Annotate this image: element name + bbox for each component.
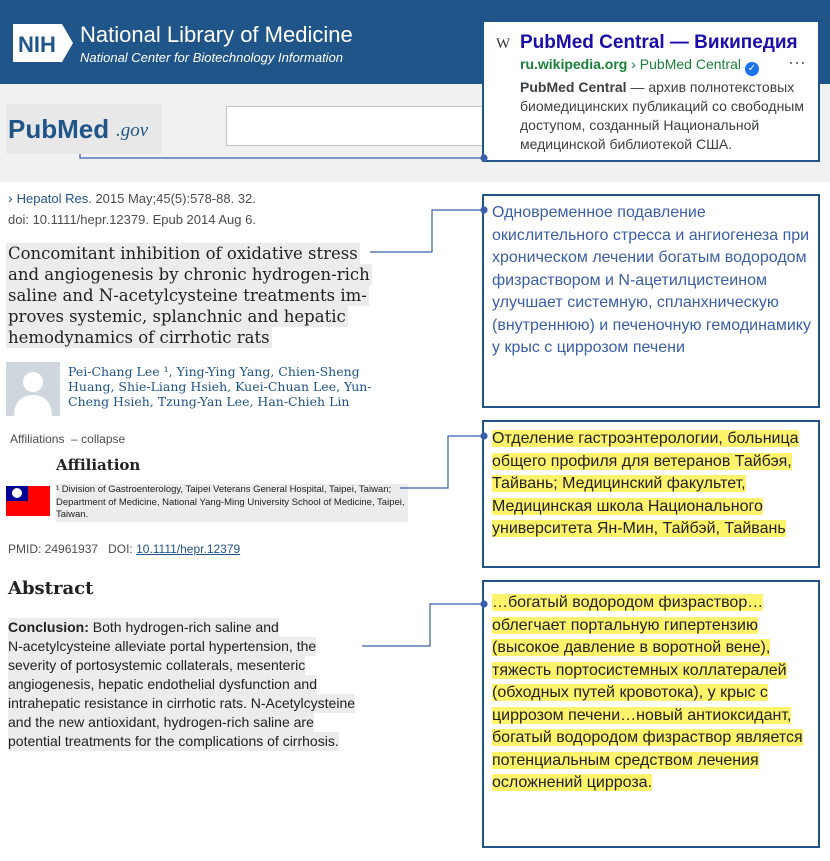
affiliations-label: Affiliations	[10, 432, 65, 446]
wikipedia-icon: W	[496, 36, 511, 52]
wiki-domain: ru.wikipedia.org	[520, 56, 628, 72]
translation-affiliation-text: Отделение гастроэнтерологии, больница общего профиля для ветеранов Тайбэя, Тайвань; Медицинский факультет, Медицинская школа Национального университета Ян-Мин, Тайбэй, Тайвань	[492, 430, 799, 537]
article-title-line: saline and N-acetylcysteine treatments im-	[8, 286, 367, 305]
wiki-desc-bold: PubMed Central	[520, 79, 627, 95]
article-title-line: hemodynamics of cirrhotic rats	[8, 328, 270, 347]
abstract-line-text: Both hydrogen-rich saline and	[88, 619, 279, 635]
doi-label: DOI:	[108, 542, 133, 556]
article-title-line: proves systemic, splanchnic and hepatic	[8, 307, 346, 326]
logo-med: Med	[57, 114, 110, 144]
abstract-line: intrahepatic resistance in cirrhotic rats. N-Acetylcysteine	[8, 695, 356, 711]
author-list[interactable]: Pei-Chang Lee ¹, Ying-Ying Yang, Chien-Sheng Huang, Shie-Liang Hsieh, Kuei-Chuan Lee, Yun-Cheng Hsieh, Tzung-Yan Lee, Han-Chieh Lin	[68, 364, 372, 409]
connector-title	[370, 210, 484, 252]
logo-pub: Pub	[8, 114, 58, 144]
article-title-line: Concomitant inhibition of oxidative stress	[8, 244, 358, 263]
chevron-right-icon: ›	[8, 190, 13, 206]
abstract-line: N-acetylcysteine alleviate portal hypertension, the	[8, 638, 317, 654]
affiliation-text: ¹ Division of Gastroenterology, Taipei Veterans General Hospital, Taipei, Taiwan; Department of Medicine, National Yang-Ming University School of Medicine, Taipei, Taiwan.	[56, 484, 408, 522]
abstract-line: potential treatments for the complications of cirrhosis.	[8, 733, 339, 749]
collapse-link[interactable]: – collapse	[71, 432, 126, 446]
wiki-path: › PubMed Central	[631, 56, 741, 72]
connector-affiliation	[400, 436, 484, 488]
wiki-result-title[interactable]: PubMed Central — Википедия	[520, 32, 798, 53]
journal-link[interactable]: Hepatol Res.	[16, 191, 92, 206]
verified-icon: ✓	[745, 62, 759, 76]
doi-line: doi: 10.1111/hepr.12379. Epub 2014 Aug 6.	[8, 212, 256, 227]
article-title-line: and angiogenesis by chronic hydrogen-rich	[8, 265, 370, 284]
connector-conclusion	[362, 604, 484, 646]
more-options-icon[interactable]: ···	[788, 52, 806, 72]
translation-conclusion-text: …богатый водородом физраствор…облегчает портальную гипертензию (высокое давление в воротной вене), тяжесть портосистемных коллатералей (обходных путей кровотока), у крыс с циррозом печени…новый антиоксидант, богатый водородом физраствор является потенциальным средством лечения осложнений цирроза.	[492, 594, 803, 791]
affiliation-heading: Affiliation	[56, 456, 141, 474]
doi-link[interactable]: 10.1111/hepr.12379	[136, 542, 241, 556]
nih-logo-text: NIH	[18, 32, 56, 57]
translation-title-text: Одновременное подавление окислительного стресса и ангиогенеза при хроническом лечении богатым водородом физраствором и N-ацетилцистеином улучшает системную, спланхническую (внутреннюю) и печеночную гемодинамику у крыс с циррозом печени	[492, 204, 811, 356]
abstract-line: and the new antioxidant, hydrogen-rich saline are	[8, 714, 314, 730]
nih-title[interactable]: National Library of Medicine	[80, 22, 353, 47]
citation-text: 2015 May;45(5):578-88. 32.	[91, 191, 256, 206]
abstract-line: severity of portosystemic collaterals, mesenteric	[8, 657, 306, 673]
conclusion-label: Conclusion:	[8, 619, 89, 635]
abstract-heading: Abstract	[8, 578, 94, 599]
connector-wiki	[80, 154, 484, 158]
nih-subtitle: National Center for Biotechnology Information	[80, 50, 344, 65]
wiki-desc-text: — архив полнотекстовых биомедицинских публикаций со свободным доступом, созданный Национальной медицинской библиотекой США.	[520, 79, 804, 152]
abstract-line: angiogenesis, hepatic endothelial dysfunction and	[8, 676, 318, 692]
logo-gov: .gov	[116, 120, 149, 141]
pmid: PMID: 24961937	[8, 542, 99, 556]
